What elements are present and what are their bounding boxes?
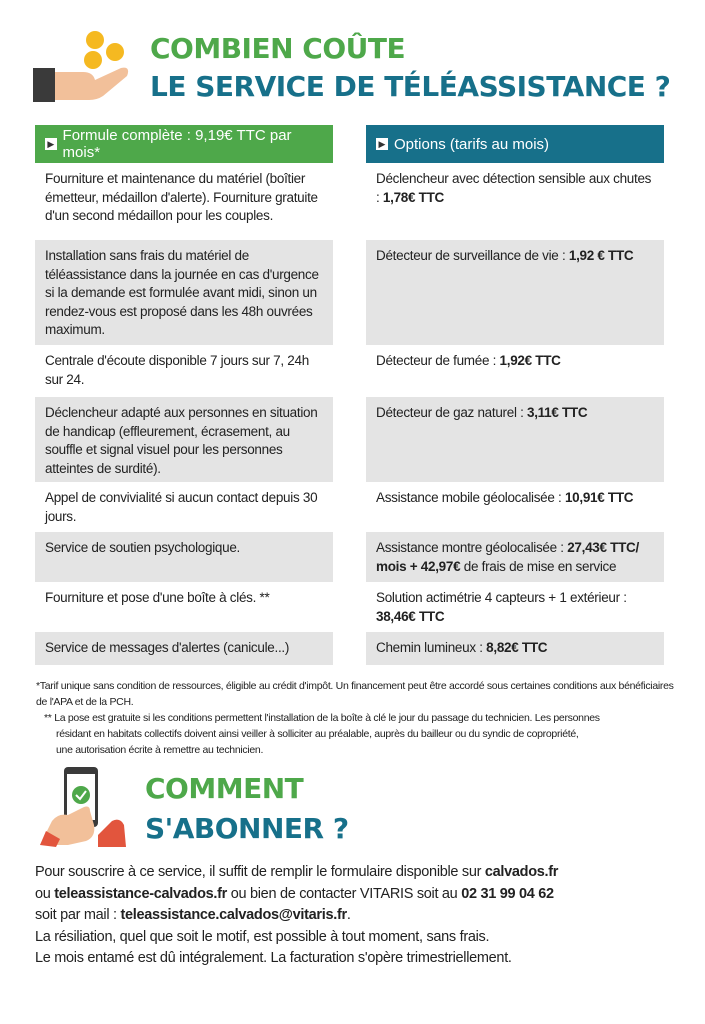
options-rows: [366, 163, 664, 665]
list-item: Détecteur de fumée : 1,92€ TTC: [366, 345, 664, 397]
phone-tap-icon: [38, 765, 128, 847]
formule-complete-column: [35, 125, 333, 665]
cancellation-text: La résiliation, quel que soit le motif, est possible à tout moment, sans frais.: [35, 928, 490, 945]
list-item: Détecteur de surveillance de vie : 1,92 € TTC: [366, 240, 664, 345]
list-item: Détecteur de gaz naturel : 3,11€ TTC: [366, 397, 664, 482]
formule-rows: [35, 163, 333, 665]
list-item: Déclencheur adapté aux personnes en situation de handicap (effleurement, écrasement, au souffle et signal visuel pour les personnes atteintes de surdité).: [35, 397, 333, 482]
subscribe-title-line-1: COMMENT: [145, 772, 304, 805]
footnote-2: ** La pose est gratuite si les conditions permettent l'installation de la boîte à clé le jour du passage du technicien. Les personnes résidant en habitats collectifs doivent ainsi veiller à solliciter au préalable, auprès du bailleur ou du syndic de copropriété, une autorisation écrite à remettre au technicien.: [44, 712, 600, 756]
arrow-icon: ▶: [376, 138, 388, 150]
title-line-2: LE SERVICE DE TÉLÉASSISTANCE ?: [150, 70, 671, 103]
arrow-icon: ▶: [45, 138, 57, 150]
list-item: Installation sans frais du matériel de téléassistance dans la journée en cas d'urgence si la demande est formulée avant midi, sinon un rendez-vous est proposé dans les 48h ouvrées maximum.: [35, 240, 333, 345]
list-item: Chemin lumineux : 8,82€ TTC: [366, 632, 664, 665]
options-header-label: Options (tarifs au mois): [394, 135, 550, 153]
subscribe-title-line-2: S'ABONNER ?: [145, 812, 349, 845]
list-item: Centrale d'écoute disponible 7 jours sur 7, 24h sur 24.: [35, 345, 333, 397]
email-link[interactable]: teleassistance.calvados@vitaris.fr: [120, 907, 347, 923]
options-header: [366, 125, 664, 163]
title-line-1: COMBIEN COÛTE: [150, 32, 406, 65]
list-item: Appel de convivialité si aucun contact depuis 30 jours.: [35, 482, 333, 532]
footnotes: [36, 678, 676, 758]
list-item: Déclencheur avec détection sensible aux chutes : 1,78€ TTC: [366, 163, 664, 240]
list-item: Service de soutien psychologique.: [35, 532, 333, 582]
list-item: Service de messages d'alertes (canicule...): [35, 632, 333, 665]
formule-header: [35, 125, 333, 163]
calvados-link[interactable]: calvados.fr: [484, 864, 559, 880]
phone-number: 02 31 99 04 62: [461, 885, 554, 902]
billing-text: Le mois entamé est dû intégralement. La facturation s'opère trimestriellement.: [35, 950, 512, 966]
hand-coins-icon: [33, 28, 133, 106]
list-item: Fourniture et pose d'une boîte à clés. **: [35, 582, 333, 632]
subscribe-text: Pour souscrire à ce service, il suffit de remplir le formulaire disponible sur calvados.fr ou teleassistance-calvados.fr ou bien de contacter VITARIS soit au 02 31 99 04 62 soit par mail : teleassistance.calvados@vitaris.fr. La résiliation, quel que soit le motif, est possible à tout moment, sans frais. Le mois entamé est dû intégralement. La facturation s'opère trimestriellement.: [35, 862, 558, 970]
list-item: Assistance montre géolocalisée : 27,43€ TTC/ mois + 42,97€ de frais de mise en service: [366, 532, 664, 582]
list-item: Assistance mobile géolocalisée : 10,91€ TTC: [366, 482, 664, 532]
teleassistance-link[interactable]: teleassistance-calvados.fr: [54, 885, 228, 902]
list-item: Solution actimétrie 4 capteurs + 1 extérieur : 38,46€ TTC: [366, 582, 664, 632]
list-item: Fourniture et maintenance du matériel (boîtier émetteur, médaillon d'alerte). Fourniture gratuite d'un second médaillon pour les couples.: [35, 163, 333, 240]
footnote-1: *Tarif unique sans condition de ressources, éligible au crédit d'impôt. Un financement peut être accordé sous certaines conditions aux bénéficiaires de l'APA et de la PCH.: [36, 680, 674, 708]
formule-header-label: Formule complète : 9,19€ TTC par mois*: [62, 127, 292, 161]
options-column: [366, 125, 664, 665]
